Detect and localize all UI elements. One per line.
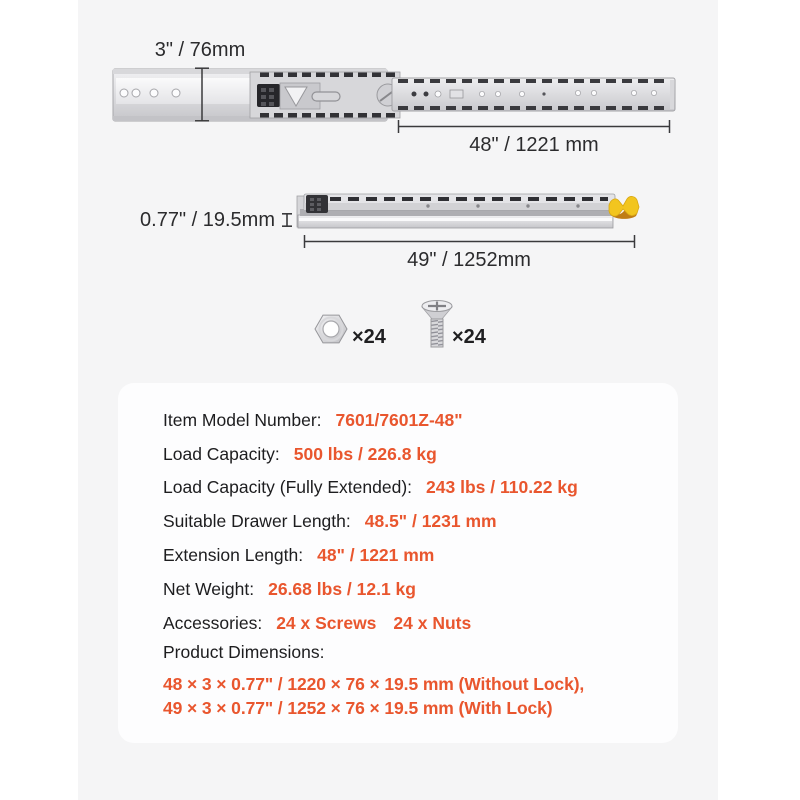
spec-label: Suitable Drawer Length: xyxy=(163,511,351,531)
product-dimension-line: 48 × 3 × 0.77" / 1220 × 76 × 19.5 mm (Without Lock), xyxy=(163,674,585,694)
length-dimension-label: 49" / 1252mm xyxy=(407,249,531,271)
spec-row-net-weight xyxy=(163,579,416,600)
drawer-slide-diagram xyxy=(78,0,718,370)
spec-label: Load Capacity (Fully Extended): xyxy=(163,477,413,497)
photo-background xyxy=(78,0,718,800)
spec-value: 26.68 lbs / 12.1 kg xyxy=(268,579,416,599)
spec-row-load-capacity xyxy=(163,444,437,465)
spec-label: Extension Length: xyxy=(163,545,304,565)
spec-label: Net Weight: xyxy=(163,579,255,599)
extension-dimension-label: 48" / 1221 mm xyxy=(469,134,599,156)
spec-row-model xyxy=(163,410,463,431)
hardware-accessories xyxy=(315,301,487,349)
spec-value: 7601/7601Z-48" xyxy=(335,410,463,430)
spec-label: Item Model Number: xyxy=(163,410,322,430)
spec-label: Load Capacity: xyxy=(163,444,280,464)
spec-row-accessories xyxy=(163,613,471,634)
thickness-dimension xyxy=(282,214,292,226)
product-dimensions-values xyxy=(163,673,584,720)
nut-icon xyxy=(315,315,347,343)
screw-icon xyxy=(422,301,452,348)
nut-count-label: ×24 xyxy=(352,326,386,348)
closed-drawer-slide-illustration xyxy=(297,194,639,228)
extension-dimension xyxy=(398,120,670,133)
extended-drawer-slide-illustration xyxy=(113,69,675,121)
length-dimension xyxy=(304,235,635,248)
spec-panel xyxy=(118,383,678,743)
lock-lever-icon xyxy=(609,196,639,218)
spec-value: 24 x Screws xyxy=(276,613,377,633)
spec-value: 24 x Nuts xyxy=(393,613,472,633)
height-dimension-label: 3" / 76mm xyxy=(154,39,246,61)
spec-label: Product Dimensions: xyxy=(163,642,325,662)
spec-row-drawer-length xyxy=(163,511,497,532)
spec-value: 48" / 1221 mm xyxy=(317,545,435,565)
spec-row-load-capacity-extended xyxy=(163,477,578,498)
spec-value: 48.5" / 1231 mm xyxy=(364,511,497,531)
spec-row-product-dimensions xyxy=(163,642,324,663)
product-dimension-line: 49 × 3 × 0.77" / 1252 × 76 × 19.5 mm (With Lock) xyxy=(163,697,553,718)
spec-value: 243 lbs / 110.22 kg xyxy=(426,477,578,497)
spec-value: 500 lbs / 226.8 kg xyxy=(293,444,437,464)
thickness-dimension-label: 0.77" / 19.5mm xyxy=(140,209,275,231)
spec-label: Accessories: xyxy=(163,613,263,633)
screw-count-label: ×24 xyxy=(452,326,486,348)
spec-row-extension-length xyxy=(163,545,434,566)
